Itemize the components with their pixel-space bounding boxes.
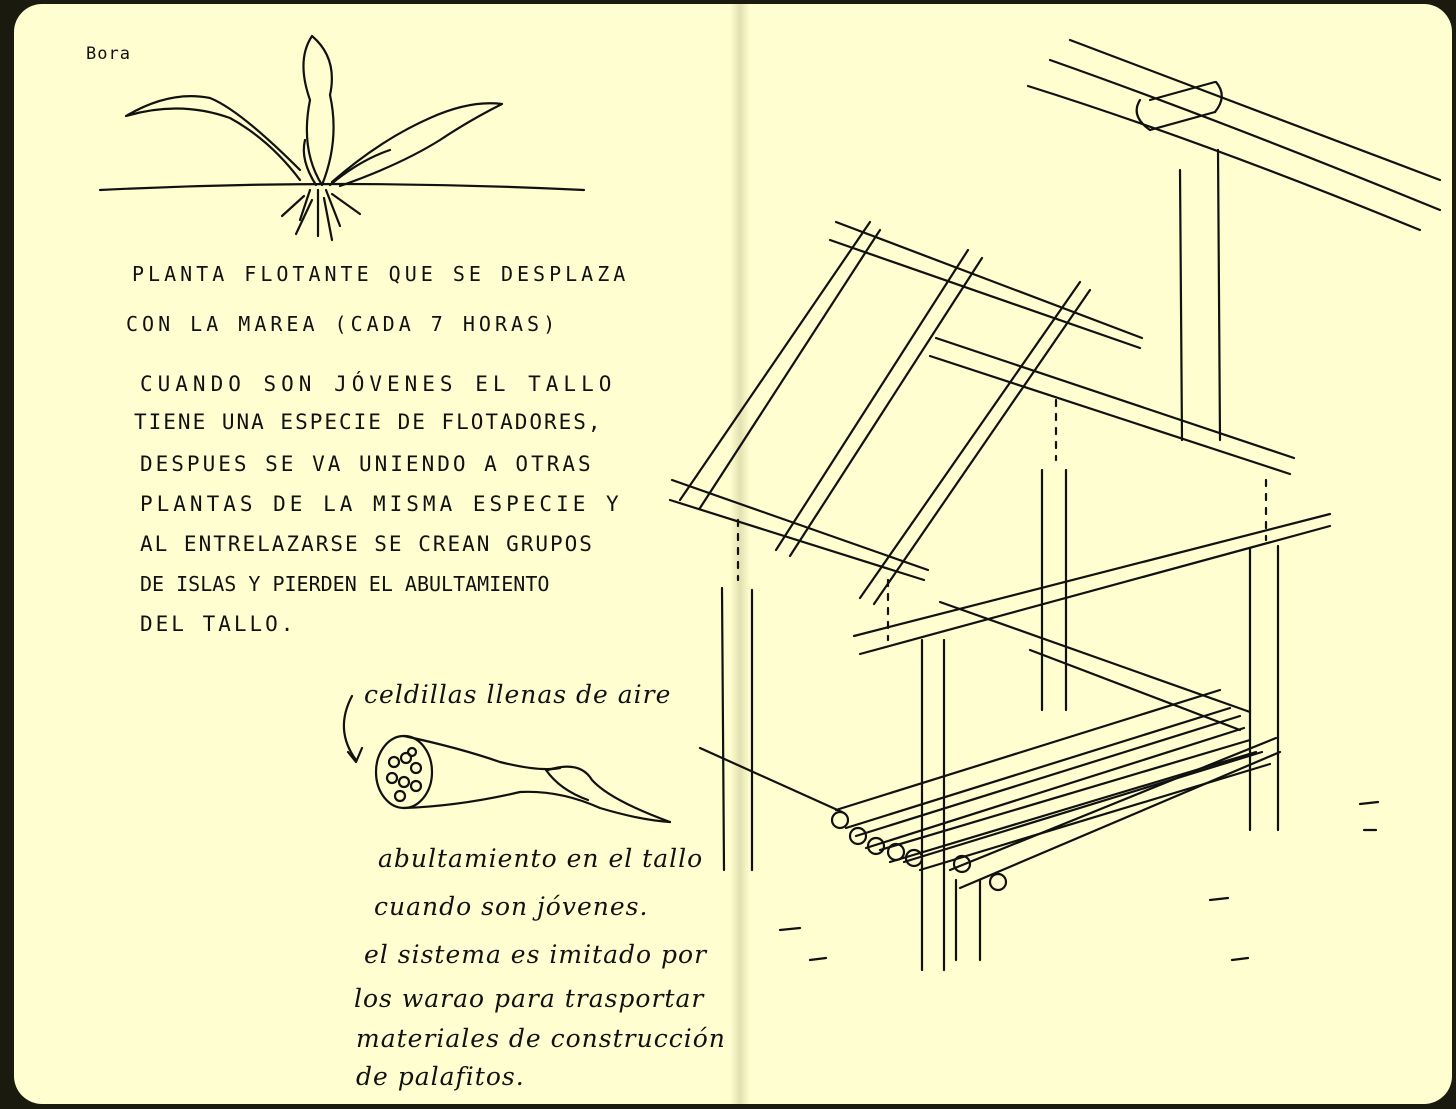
annotation-line-3: el sistema es imitado por [364,940,708,969]
body-line-4: PLANTAS DE LA MISMA ESPECIE Y [140,492,623,516]
stem-air-cells-sketch [344,696,670,822]
body-line-1: CUANDO SON JÓVENES EL TALLO [140,372,617,396]
title-line-1: PLANTA FLOTANTE QUE SE DESPLAZA [132,262,630,286]
annotation-line-4: los warao para trasportar [354,984,705,1013]
body-line-3: DESPUES SE VA UNIENDO A OTRAS [140,452,594,476]
annotation-line-6: de palafitos. [356,1062,525,1091]
annotation-air-cells: celdillas llenas de aire [364,680,672,709]
annotation-line-5: materiales de construcción [356,1024,726,1053]
palafito-sketch [670,40,1440,970]
body-line-7: DEL TALLO. [140,612,297,636]
annotation-line-2: cuando son jóvenes. [374,892,649,921]
page-header-label: Bora [86,44,131,64]
title-line-2: CON LA MAREA (CADA 7 HORAS) [126,312,560,336]
body-line-2: TIENE UNA ESPECIE DE FLOTADORES, [134,410,603,434]
body-line-6: DE ISLAS Y PIERDEN EL ABULTAMIENTO [140,572,550,596]
annotation-line-1: abultamiento en el tallo [378,844,704,873]
floating-plant-sketch [100,36,584,240]
body-line-5: AL ENTRELAZARSE SE CREAN GRUPOS [140,532,594,556]
